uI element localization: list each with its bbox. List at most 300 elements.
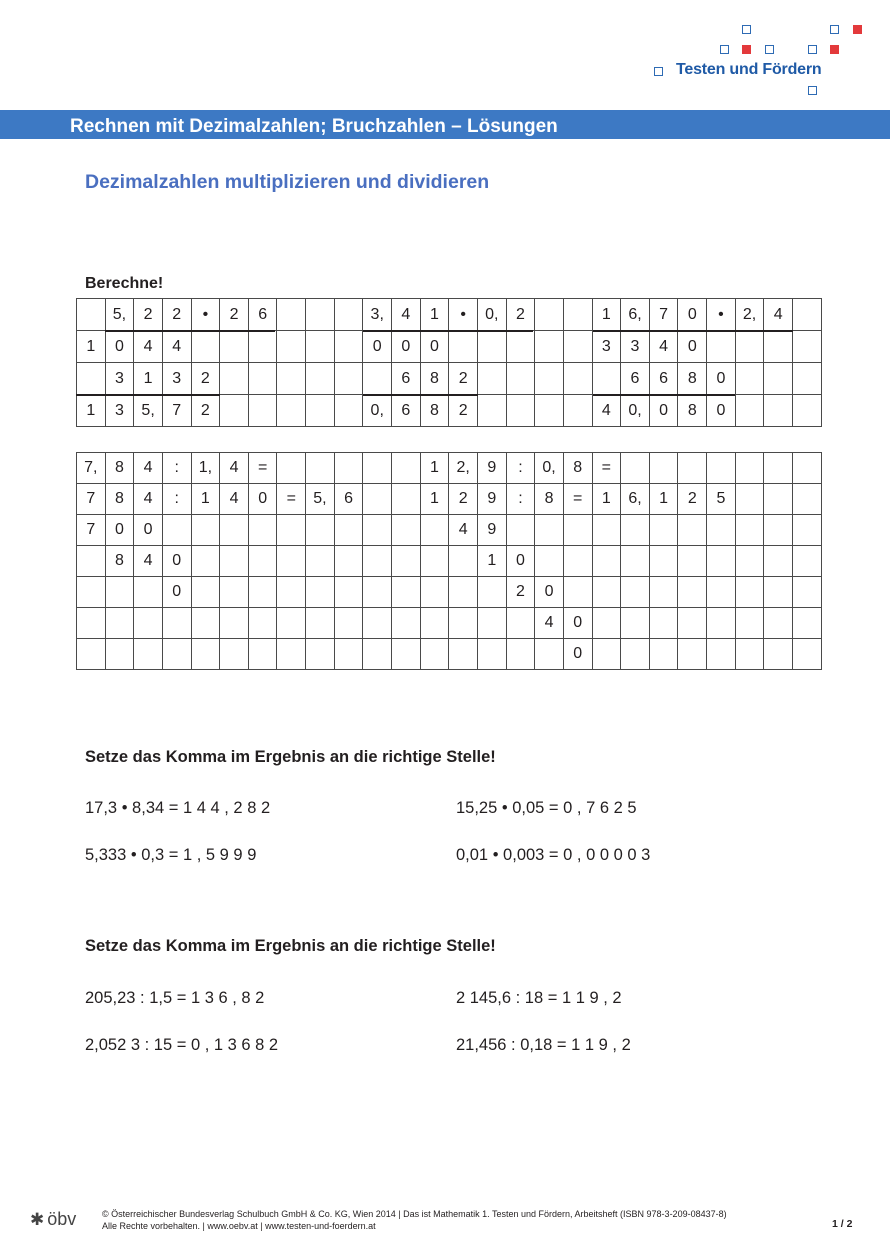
grid-cell bbox=[277, 639, 306, 670]
grid-cell bbox=[735, 639, 764, 670]
grid-cell: 0 bbox=[134, 515, 163, 546]
grid-cell: 8 bbox=[420, 363, 449, 395]
grid-cell bbox=[306, 546, 335, 577]
grid-cell bbox=[420, 608, 449, 639]
grid-cell: 1 bbox=[592, 484, 621, 515]
grid-cell bbox=[793, 484, 822, 515]
grid-cell bbox=[735, 546, 764, 577]
grid-cell bbox=[392, 639, 421, 670]
grid-cell: 6 bbox=[621, 363, 650, 395]
grid-cell bbox=[363, 363, 392, 395]
grid-cell bbox=[793, 299, 822, 331]
grid-cell: 9 bbox=[477, 484, 506, 515]
grid-cell bbox=[707, 639, 736, 670]
separator-line bbox=[105, 330, 275, 332]
grid-cell: 2, bbox=[735, 299, 764, 331]
grid-cell: 8 bbox=[563, 453, 592, 484]
logo-square bbox=[830, 25, 839, 34]
grid-cell: 4 bbox=[220, 453, 249, 484]
grid-cell: 0 bbox=[162, 577, 191, 608]
grid-cell bbox=[735, 453, 764, 484]
grid-cell bbox=[793, 395, 822, 427]
division-grid bbox=[76, 452, 822, 670]
grid-cell bbox=[563, 546, 592, 577]
grid-cell bbox=[707, 331, 736, 363]
grid-cell bbox=[191, 608, 220, 639]
grid-cell bbox=[621, 453, 650, 484]
grid-cell bbox=[764, 331, 793, 363]
grid-cell bbox=[220, 577, 249, 608]
grid-cell: 2 bbox=[191, 395, 220, 427]
grid-cell: 4 bbox=[764, 299, 793, 331]
grid-cell bbox=[793, 515, 822, 546]
grid-cell: 4 bbox=[134, 331, 163, 363]
grid-cell bbox=[363, 453, 392, 484]
grid-cell bbox=[477, 363, 506, 395]
grid-cell bbox=[77, 608, 106, 639]
grid-cell bbox=[277, 331, 306, 363]
task3-heading: Setze das Komma im Ergebnis an die richtige Stelle! bbox=[85, 937, 496, 955]
grid-cell: = bbox=[248, 453, 277, 484]
page-title: Rechnen mit Dezimalzahlen; Bruchzahlen – Lösungen bbox=[70, 116, 558, 137]
grid-cell bbox=[707, 577, 736, 608]
grid-cell: 3 bbox=[105, 363, 134, 395]
grid-cell bbox=[162, 608, 191, 639]
grid-cell bbox=[477, 331, 506, 363]
grid-cell: 2 bbox=[449, 484, 478, 515]
grid-cell bbox=[306, 299, 335, 331]
grid-cell bbox=[220, 639, 249, 670]
grid-cell bbox=[592, 639, 621, 670]
grid-cell bbox=[392, 608, 421, 639]
grid-cell bbox=[334, 363, 363, 395]
asterisk-icon: ✱ bbox=[30, 1210, 45, 1229]
grid-cell bbox=[764, 639, 793, 670]
separator-line bbox=[593, 330, 793, 332]
grid-cell: 0 bbox=[392, 331, 421, 363]
logo-square bbox=[765, 45, 774, 54]
grid-cell: 2 bbox=[220, 299, 249, 331]
grid-cell: 6, bbox=[621, 299, 650, 331]
copyright-line: © Österreichischer Bundesverlag Schulbuch GmbH & Co. KG, Wien 2014 | Das ist Mathematik 1. Testen und Fördern, Arbeitsheft (ISBN 978-3-209-08437-8) bbox=[102, 1209, 727, 1219]
grid-cell: 2 bbox=[162, 299, 191, 331]
equation: 17,3 • 8,34 = 1 4 4 , 2 8 2 bbox=[85, 799, 271, 817]
grid-cell bbox=[535, 363, 564, 395]
grid-cell bbox=[707, 608, 736, 639]
grid-cell: 1 bbox=[420, 299, 449, 331]
grid-cell bbox=[363, 577, 392, 608]
grid-row bbox=[77, 515, 822, 546]
grid-row bbox=[77, 639, 822, 670]
grid-cell: : bbox=[162, 484, 191, 515]
grid-cell bbox=[134, 608, 163, 639]
grid-cell bbox=[477, 639, 506, 670]
grid-cell bbox=[649, 546, 678, 577]
section-title: Dezimalzahlen multiplizieren und dividieren bbox=[85, 171, 490, 193]
grid-cell bbox=[563, 363, 592, 395]
grid-cell bbox=[535, 515, 564, 546]
grid-cell bbox=[592, 577, 621, 608]
grid-cell bbox=[220, 395, 249, 427]
grid-cell bbox=[77, 639, 106, 670]
grid-cell bbox=[248, 331, 277, 363]
grid-cell bbox=[649, 453, 678, 484]
grid-cell bbox=[306, 363, 335, 395]
grid-cell bbox=[363, 546, 392, 577]
grid-cell: 1 bbox=[649, 484, 678, 515]
grid-cell bbox=[678, 546, 707, 577]
grid-cell: 1 bbox=[592, 299, 621, 331]
grid-cell bbox=[735, 577, 764, 608]
grid-cell bbox=[277, 577, 306, 608]
equation: 0,01 • 0,003 = 0 , 0 0 0 0 3 bbox=[456, 846, 651, 864]
grid-row bbox=[77, 577, 822, 608]
grid-cell bbox=[334, 608, 363, 639]
grid-cell bbox=[420, 639, 449, 670]
grid-cell bbox=[506, 395, 535, 427]
grid-cell bbox=[735, 331, 764, 363]
grid-cell bbox=[563, 299, 592, 331]
grid-cell bbox=[793, 608, 822, 639]
separator-line bbox=[593, 394, 735, 396]
grid-cell bbox=[392, 453, 421, 484]
grid-cell bbox=[77, 299, 106, 331]
grid-cell bbox=[678, 577, 707, 608]
grid-cell bbox=[277, 608, 306, 639]
logo-square bbox=[742, 45, 751, 54]
grid-cell bbox=[334, 395, 363, 427]
grid-cell bbox=[220, 546, 249, 577]
grid-cell bbox=[248, 639, 277, 670]
grid-cell bbox=[306, 515, 335, 546]
grid-cell: 1 bbox=[477, 546, 506, 577]
grid-cell bbox=[420, 577, 449, 608]
grid-cell: 1 bbox=[420, 484, 449, 515]
grid-cell: 3 bbox=[621, 331, 650, 363]
logo-square bbox=[853, 25, 862, 34]
equation: 205,23 : 1,5 = 1 3 6 , 8 2 bbox=[85, 989, 265, 1007]
grid-cell bbox=[306, 453, 335, 484]
grid-cell: 4 bbox=[134, 453, 163, 484]
grid-cell bbox=[649, 639, 678, 670]
grid-cell bbox=[793, 363, 822, 395]
task-label: Berechne! bbox=[85, 275, 164, 292]
grid-cell bbox=[392, 546, 421, 577]
grid-cell: : bbox=[162, 453, 191, 484]
grid-cell: 7 bbox=[649, 299, 678, 331]
grid-cell bbox=[334, 546, 363, 577]
grid-cell bbox=[306, 577, 335, 608]
grid-cell bbox=[649, 608, 678, 639]
grid-cell bbox=[392, 515, 421, 546]
logo-square bbox=[808, 45, 817, 54]
grid-cell bbox=[592, 608, 621, 639]
grid-cell bbox=[793, 331, 822, 363]
grid-cell: 7 bbox=[77, 515, 106, 546]
grid-cell bbox=[105, 639, 134, 670]
grid-cell bbox=[764, 484, 793, 515]
page-number: 1 / 2 bbox=[832, 1218, 853, 1230]
grid-cell bbox=[306, 395, 335, 427]
grid-cell: 0 bbox=[707, 395, 736, 427]
grid-cell: 2, bbox=[449, 453, 478, 484]
grid-cell bbox=[191, 639, 220, 670]
grid-cell: 5, bbox=[306, 484, 335, 515]
grid-cell: 4 bbox=[162, 331, 191, 363]
grid-cell: 8 bbox=[535, 484, 564, 515]
grid-cell bbox=[363, 515, 392, 546]
grid-cell bbox=[563, 577, 592, 608]
grid-cell bbox=[535, 395, 564, 427]
grid-cell: • bbox=[191, 299, 220, 331]
grid-cell bbox=[793, 639, 822, 670]
grid-cell bbox=[277, 546, 306, 577]
grid-cell bbox=[105, 608, 134, 639]
grid-cell: : bbox=[506, 453, 535, 484]
grid-cell: 1 bbox=[77, 331, 106, 363]
publisher-logo-text: öbv bbox=[47, 1209, 77, 1229]
grid-cell bbox=[764, 395, 793, 427]
grid-cell: 9 bbox=[477, 453, 506, 484]
grid-cell: 3 bbox=[162, 363, 191, 395]
grid-cell: 1, bbox=[191, 453, 220, 484]
grid-row bbox=[77, 608, 822, 639]
grid-cell bbox=[707, 453, 736, 484]
grid-cell bbox=[764, 577, 793, 608]
grid-cell: 4 bbox=[134, 546, 163, 577]
grid-cell bbox=[105, 577, 134, 608]
grid-cell bbox=[77, 363, 106, 395]
grid-cell bbox=[248, 395, 277, 427]
grid-cell: 0 bbox=[707, 363, 736, 395]
grid-cell bbox=[735, 515, 764, 546]
grid-cell bbox=[621, 546, 650, 577]
grid-cell bbox=[506, 515, 535, 546]
equation: 2,052 3 : 15 = 0 , 1 3 6 8 2 bbox=[85, 1036, 279, 1054]
grid-cell bbox=[220, 515, 249, 546]
grid-cell bbox=[621, 577, 650, 608]
grid-cell bbox=[77, 546, 106, 577]
grid-cell bbox=[334, 515, 363, 546]
grid-cell: 0, bbox=[621, 395, 650, 427]
grid-cell: = bbox=[277, 484, 306, 515]
grid-row bbox=[77, 395, 822, 427]
grid-cell bbox=[592, 515, 621, 546]
grid-cell bbox=[334, 331, 363, 363]
grid-cell bbox=[449, 331, 478, 363]
grid-cell: 0 bbox=[162, 546, 191, 577]
grid-cell: 4 bbox=[592, 395, 621, 427]
grid-cell: • bbox=[707, 299, 736, 331]
grid-cell bbox=[793, 453, 822, 484]
grid-cell: 4 bbox=[220, 484, 249, 515]
grid-cell bbox=[220, 608, 249, 639]
grid-cell bbox=[191, 515, 220, 546]
grid-cell bbox=[649, 515, 678, 546]
grid-cell bbox=[793, 546, 822, 577]
grid-cell bbox=[563, 515, 592, 546]
grid-cell bbox=[449, 639, 478, 670]
grid-cell: 5 bbox=[707, 484, 736, 515]
grid-cell bbox=[506, 331, 535, 363]
grid-cell: 2 bbox=[191, 363, 220, 395]
grid-cell: 2 bbox=[449, 395, 478, 427]
grid-row bbox=[77, 299, 822, 331]
grid-cell: 5, bbox=[134, 395, 163, 427]
grid-cell bbox=[477, 577, 506, 608]
grid-cell: 8 bbox=[105, 453, 134, 484]
grid-cell bbox=[363, 484, 392, 515]
grid-cell bbox=[220, 363, 249, 395]
logo-square bbox=[654, 67, 663, 76]
grid-cell: • bbox=[449, 299, 478, 331]
equation: 2 145,6 : 18 = 1 1 9 , 2 bbox=[456, 989, 622, 1007]
grid-cell: 0, bbox=[535, 453, 564, 484]
grid-cell: 0 bbox=[506, 546, 535, 577]
grid-cell: 0 bbox=[563, 608, 592, 639]
grid-cell: 1 bbox=[77, 395, 106, 427]
grid-cell bbox=[306, 608, 335, 639]
grid-cell: 0 bbox=[678, 331, 707, 363]
grid-cell: 8 bbox=[105, 546, 134, 577]
grid-cell bbox=[277, 395, 306, 427]
grid-cell: 8 bbox=[420, 395, 449, 427]
grid-cell bbox=[621, 639, 650, 670]
grid-cell: 4 bbox=[649, 331, 678, 363]
grid-cell: 3 bbox=[105, 395, 134, 427]
multiplication-grid bbox=[76, 298, 822, 427]
grid-row bbox=[77, 484, 822, 515]
grid-row bbox=[77, 363, 822, 395]
grid-cell bbox=[735, 608, 764, 639]
grid-cell bbox=[764, 546, 793, 577]
grid-cell bbox=[563, 395, 592, 427]
grid-cell bbox=[134, 577, 163, 608]
grid-cell bbox=[277, 453, 306, 484]
grid-cell bbox=[449, 577, 478, 608]
grid-cell bbox=[334, 453, 363, 484]
grid-cell bbox=[621, 608, 650, 639]
grid-cell bbox=[334, 299, 363, 331]
logo-square bbox=[808, 86, 817, 95]
grid-cell bbox=[363, 608, 392, 639]
grid-cell: 0 bbox=[420, 331, 449, 363]
grid-cell bbox=[735, 363, 764, 395]
grid-cell bbox=[392, 484, 421, 515]
grid-row bbox=[77, 453, 822, 484]
grid-cell bbox=[77, 577, 106, 608]
grid-cell: 8 bbox=[105, 484, 134, 515]
grid-cell bbox=[162, 515, 191, 546]
grid-cell bbox=[420, 515, 449, 546]
grid-row bbox=[77, 331, 822, 363]
grid-cell: 7 bbox=[162, 395, 191, 427]
grid-cell bbox=[277, 299, 306, 331]
grid-cell bbox=[535, 331, 564, 363]
grid-cell bbox=[506, 363, 535, 395]
grid-cell bbox=[678, 639, 707, 670]
grid-cell: 6 bbox=[392, 395, 421, 427]
grid-cell bbox=[535, 299, 564, 331]
grid-cell: 2 bbox=[134, 299, 163, 331]
grid-cell bbox=[248, 608, 277, 639]
grid-cell bbox=[506, 608, 535, 639]
grid-cell: 2 bbox=[678, 484, 707, 515]
grid-cell: 4 bbox=[535, 608, 564, 639]
grid-cell: 0 bbox=[363, 331, 392, 363]
grid-cell: 6 bbox=[248, 299, 277, 331]
grid-cell: 1 bbox=[420, 453, 449, 484]
grid-cell: 2 bbox=[449, 363, 478, 395]
grid-cell: 9 bbox=[477, 515, 506, 546]
grid-cell: 7, bbox=[77, 453, 106, 484]
grid-cell bbox=[477, 395, 506, 427]
grid-cell: 3, bbox=[363, 299, 392, 331]
grid-cell bbox=[220, 331, 249, 363]
grid-cell bbox=[764, 515, 793, 546]
grid-cell: 5, bbox=[105, 299, 134, 331]
publisher-logo bbox=[30, 1209, 76, 1230]
grid-cell bbox=[678, 515, 707, 546]
grid-cell: 8 bbox=[678, 363, 707, 395]
grid-cell bbox=[334, 639, 363, 670]
grid-cell: 6, bbox=[621, 484, 650, 515]
grid-cell bbox=[649, 577, 678, 608]
logo-text: Testen und Fördern bbox=[676, 61, 822, 78]
grid-cell bbox=[248, 577, 277, 608]
grid-cell: 4 bbox=[392, 299, 421, 331]
logo-square bbox=[742, 25, 751, 34]
grid-cell: 2 bbox=[506, 577, 535, 608]
grid-cell bbox=[191, 577, 220, 608]
grid-cell bbox=[306, 639, 335, 670]
grid-cell bbox=[248, 515, 277, 546]
grid-cell: 2 bbox=[506, 299, 535, 331]
grid-cell bbox=[764, 363, 793, 395]
grid-cell bbox=[477, 608, 506, 639]
grid-cell bbox=[248, 546, 277, 577]
grid-cell bbox=[563, 331, 592, 363]
grid-cell: 0, bbox=[363, 395, 392, 427]
separator-line bbox=[363, 330, 533, 332]
grid-cell: 0 bbox=[105, 515, 134, 546]
grid-cell bbox=[277, 363, 306, 395]
grid-cell: 8 bbox=[678, 395, 707, 427]
logo-square bbox=[720, 45, 729, 54]
equation: 15,25 • 0,05 = 0 , 7 6 2 5 bbox=[456, 799, 637, 817]
grid-cell bbox=[764, 453, 793, 484]
grid-cell bbox=[191, 546, 220, 577]
grid-cell bbox=[793, 577, 822, 608]
grid-cell bbox=[277, 515, 306, 546]
grid-cell: 4 bbox=[449, 515, 478, 546]
grid-cell: 0 bbox=[535, 577, 564, 608]
grid-cell bbox=[334, 577, 363, 608]
grid-cell bbox=[392, 577, 421, 608]
grid-cell bbox=[191, 331, 220, 363]
grid-cell: : bbox=[506, 484, 535, 515]
grid-cell bbox=[134, 639, 163, 670]
grid-cell: = bbox=[563, 484, 592, 515]
grid-cell: 0 bbox=[105, 331, 134, 363]
grid-cell bbox=[678, 453, 707, 484]
grid-row bbox=[77, 546, 822, 577]
grid-cell bbox=[420, 546, 449, 577]
grid-cell bbox=[707, 546, 736, 577]
grid-cell: 7 bbox=[77, 484, 106, 515]
grid-cell: 6 bbox=[334, 484, 363, 515]
grid-cell bbox=[248, 363, 277, 395]
